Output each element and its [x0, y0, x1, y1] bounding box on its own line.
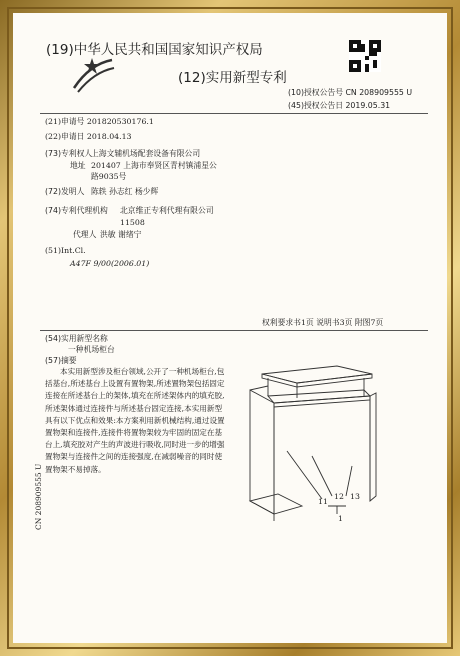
agents: 洪敏 谢绪宁 [100, 230, 142, 239]
abstract-label: (57)摘要 [45, 356, 77, 365]
figure-label-11: 11 [318, 497, 328, 506]
patentee-label: (73)专利权人 [45, 149, 93, 158]
inventors: 陈轶 孙志红 杨少辉 [91, 187, 159, 196]
abstract-text: 本实用新型涉及柜台领域,公开了一种机场柜台,包括基台,所述基台上设置有置物架,所述置物架包括固定连接在所述基台上的架体,填充在所述架体内的填充胶,所述架体通过连接件与所述基台固定连接,本实用新型具有以下优点和效果:本方案利用新机械结构,通过设置置物架和连接件,连接件将置物架较为牢固的固定在基台上,填充胶对产生的声波进行吸收,同时进一步的增强置物架与连接件之间的连接强度,在减弱噪音的同时使置物架不易掉落。 [45, 367, 225, 474]
agency-label: (74)专利代理机构 [45, 206, 108, 215]
address-line-2: 路9035号 [91, 172, 127, 181]
side-publication-number: CN 208909555 U [34, 463, 43, 530]
publication-date: (45)授权公告日 2019.05.31 [288, 101, 391, 110]
agency: 北京维正专利代理有限公司 [120, 206, 214, 215]
cnipa-logo-icon [70, 54, 116, 96]
utility-model-title: 一种机场柜台 [68, 345, 115, 354]
address-line-1: 201407 上海市奉贤区青村镇浦星公 [91, 161, 217, 170]
intcl-code: A47F 9/00(2006.01) [70, 259, 150, 268]
authority-title: (19)中华人民共和国国家知识产权局 [46, 42, 263, 58]
document-kind: (12)实用新型专利 [178, 70, 287, 86]
counter-drawing [242, 356, 392, 526]
section-rule [40, 330, 428, 331]
qr-code-icon [349, 40, 381, 72]
application-date: (22)申请日 2018.04.13 [45, 132, 132, 141]
application-number: (21)申请号 201820530176.1 [45, 117, 154, 126]
figure-label-12: 12 [334, 492, 344, 501]
publication-number: (10)授权公告号 CN 208909555 U [288, 88, 413, 97]
title-label: (54)实用新型名称 [45, 334, 108, 343]
agency-code: 11508 [120, 218, 145, 227]
address-label: 地址 [70, 161, 86, 170]
page-count-note: 权利要求书1页 说明书3页 附图7页 [262, 318, 384, 327]
figure-label-13: 13 [350, 492, 360, 501]
figure-label-1: 1 [338, 514, 343, 523]
header-rule [40, 113, 428, 114]
intcl-label: (51)Int.Cl. [45, 246, 86, 255]
agent-label: 代理人 [73, 230, 97, 239]
patentee: 上海文辅机场配套设备有限公司 [91, 149, 201, 158]
inventor-label: (72)发明人 [45, 187, 85, 196]
